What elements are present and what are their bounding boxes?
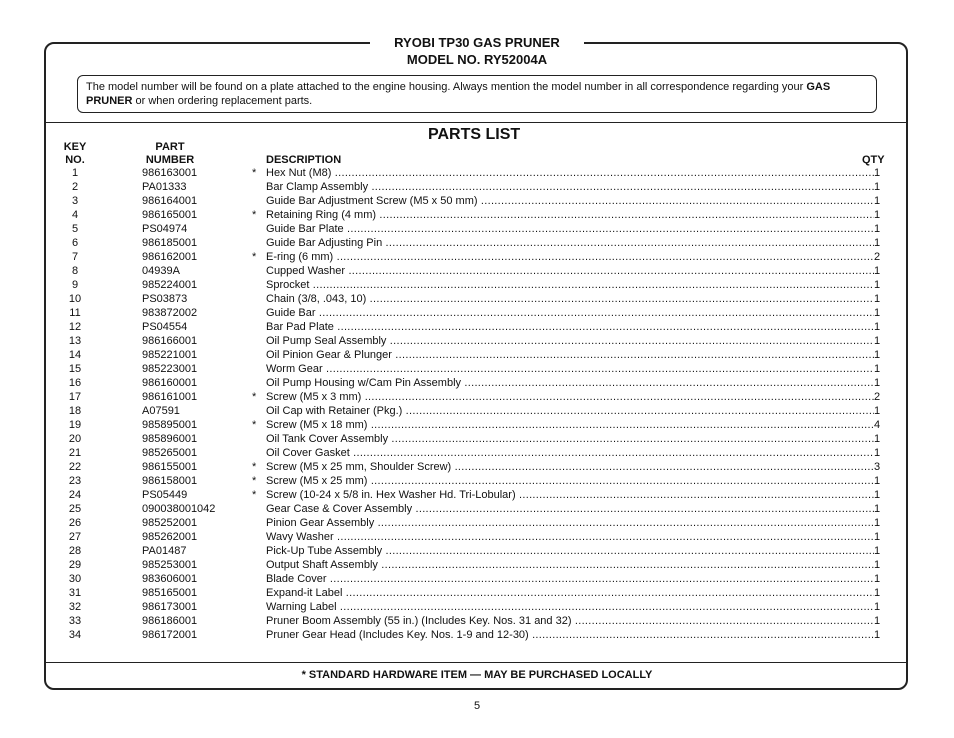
key-no: 7 [71,251,79,263]
key-no: 11 [69,307,81,319]
table-row [60,194,890,208]
part-number: 985895001 [142,419,198,431]
description: Pick-Up Tube Assembly ..... [266,544,874,558]
table-row [60,292,890,306]
description: Guide Bar Adjustment Screw (M5 x 50 mm) ..... [266,194,874,208]
table-row [60,278,890,292]
part-number: 986173001 [142,601,198,613]
bottom-divider [45,662,907,663]
table-row [60,572,890,586]
key-no: 29 [68,559,82,571]
quantity: 1 [874,405,881,417]
table-row [60,446,890,460]
quantity: 1 [874,223,881,235]
quantity: 1 [874,433,881,445]
standard-hardware-mark: * [252,489,257,501]
key-no: 6 [71,237,79,249]
title-line-1: RYOBI TP30 GAS PRUNER [394,35,560,50]
key-no: 8 [71,265,79,277]
part-number-header: PART NUMBER [145,141,195,166]
part-number: 985224001 [142,279,198,291]
quantity: 4 [874,419,881,431]
table-row [60,418,890,432]
part-number: 986164001 [142,195,198,207]
quantity: 1 [874,167,881,179]
table-row [60,166,890,180]
page-number: 5 [473,700,481,712]
key-no: 30 [68,573,82,585]
part-number: 985165001 [142,587,198,599]
quantity: 3 [874,461,881,473]
part-number: 985223001 [142,363,198,375]
standard-hardware-mark: * [252,167,257,179]
table-row [60,222,890,236]
key-no: 33 [68,615,82,627]
quantity: 1 [874,517,881,529]
part-number: 983606001 [142,573,198,585]
note-bold-product: GAS PRUNER [86,81,831,107]
quantity: 1 [874,629,881,641]
table-row [60,320,890,334]
standard-hardware-mark: * [252,251,257,263]
table-row [60,558,890,572]
part-number: 986161001 [142,391,198,403]
quantity: 1 [874,195,881,207]
description: Oil Pinion Gear & Plunger ..... [266,348,874,362]
part-number: 985896001 [142,433,198,445]
part-number: 985265001 [142,447,198,459]
standard-hardware-mark: * [252,209,257,221]
description: Warning Label ..... [266,600,874,614]
title-line-2: MODEL NO. RY52004A [406,52,548,67]
key-no: 20 [68,433,82,445]
standard-hardware-mark: * [252,419,257,431]
key-no: 9 [71,279,79,291]
standard-hardware-mark: * [252,475,257,487]
key-no: 15 [68,363,82,375]
key-no: 17 [68,391,82,403]
parts-list-title: PARTS LIST [428,126,521,143]
table-row [60,404,890,418]
table-row [60,614,890,628]
key-no: 14 [68,349,82,361]
key-no: 4 [71,209,79,221]
table-row [60,432,890,446]
table-row [60,460,890,474]
description: Pruner Boom Assembly (55 in.) (Includes Key. Nos. 31 and 32) ..... [266,614,874,628]
description: Gear Case & Cover Assembly ..... [266,502,874,516]
description: Oil Cover Gasket ..... [266,446,874,460]
description: Worm Gear ..... [266,362,874,376]
standard-hardware-mark: * [252,461,257,473]
note-text: The model number will be found on a plate attached to the engine housing. Always mention the model number in all correspondence regarding your [86,81,804,93]
part-number: PS04554 [142,321,188,333]
key-no-header: KEY NO. [63,141,87,166]
table-row [60,586,890,600]
quantity: 1 [874,601,881,613]
quantity: 1 [874,531,881,543]
description: Screw (M5 x 25 mm) ..... [266,474,874,488]
description: Screw (M5 x 18 mm) ..... [266,418,874,432]
table-row [60,236,890,250]
key-no: 26 [68,517,82,529]
quantity: 1 [874,307,881,319]
part-number: PS03873 [142,293,188,305]
table-row [60,600,890,614]
description: Expand-it Label ..... [266,586,874,600]
part-number: 986158001 [142,475,198,487]
description: Screw (M5 x 25 mm, Shoulder Screw) ..... [266,460,874,474]
key-no: 28 [68,545,82,557]
description: Output Shaft Assembly ..... [266,558,874,572]
qty-header: QTY [862,154,885,166]
description: Pinion Gear Assembly ..... [266,516,874,530]
description: Hex Nut (M8) ..... [266,166,874,180]
description: Cupped Washer ..... [266,264,874,278]
document-title [370,34,584,68]
description: Guide Bar Adjusting Pin ..... [266,236,874,250]
quantity: 1 [874,209,881,221]
quantity: 1 [874,587,881,599]
part-number: 090038001042 [142,503,216,515]
quantity: 1 [874,265,881,277]
part-number: PA01487 [142,545,187,557]
note-text-end: or when ordering replacement parts. [132,95,313,107]
quantity: 1 [874,237,881,249]
part-number: PS04974 [142,223,188,235]
part-number: 983872002 [142,307,198,319]
quantity: 1 [874,363,881,375]
table-row [60,208,890,222]
parts-table [60,166,890,642]
part-number: 04939A [142,265,180,277]
quantity: 1 [874,377,881,389]
table-row [60,250,890,264]
table-row [60,502,890,516]
key-no: 3 [71,195,79,207]
key-no: 22 [68,461,82,473]
key-no: 16 [68,377,82,389]
part-number: 986185001 [142,237,198,249]
part-number: 986166001 [142,335,198,347]
quantity: 1 [874,181,881,193]
key-no: 34 [68,629,82,641]
part-number: 986186001 [142,615,198,627]
key-no: 1 [71,167,79,179]
model-number-note [77,75,877,113]
key-no: 24 [68,489,82,501]
key-no: 23 [68,475,82,487]
description: Screw (10-24 x 5/8 in. Hex Washer Hd. Tri-Lobular) ..... [266,488,874,502]
quantity: 1 [874,503,881,515]
table-row [60,362,890,376]
key-no: 19 [68,419,82,431]
quantity: 2 [874,391,881,403]
table-row [60,628,890,642]
description: Blade Cover ..... [266,572,874,586]
table-row [60,376,890,390]
quantity: 1 [874,321,881,333]
key-no: 21 [68,447,82,459]
table-row [60,390,890,404]
key-no: 32 [68,601,82,613]
table-row [60,306,890,320]
key-no: 10 [68,293,82,305]
part-number: 986165001 [142,209,198,221]
key-no: 31 [68,587,82,599]
table-row [60,474,890,488]
quantity: 1 [874,615,881,627]
hardware-note: * STANDARD HARDWARE ITEM — MAY BE PURCHASED LOCALLY [301,669,653,681]
part-number: 985221001 [142,349,198,361]
quantity: 1 [874,349,881,361]
description: Retaining Ring (4 mm) ..... [266,208,874,222]
quantity: 1 [874,559,881,571]
part-number: 985252001 [142,517,198,529]
part-number: PA01333 [142,181,187,193]
description: Oil Pump Housing w/Cam Pin Assembly ..... [266,376,874,390]
table-row [60,348,890,362]
table-row [60,334,890,348]
description: Pruner Gear Head (Includes Key. Nos. 1-9 and 12-30) ..... [266,628,874,642]
standard-hardware-mark: * [252,391,257,403]
quantity: 1 [874,489,881,501]
key-no: 13 [68,335,82,347]
part-number: 985253001 [142,559,198,571]
table-row [60,264,890,278]
table-row [60,530,890,544]
key-no: 2 [71,181,79,193]
table-row [60,488,890,502]
quantity: 1 [874,293,881,305]
description: Chain (3/8, .043, 10) ..... [266,292,874,306]
top-divider [45,122,907,123]
part-number: 986172001 [142,629,198,641]
key-no: 12 [68,321,82,333]
quantity: 1 [874,573,881,585]
description: Guide Bar Plate ..... [266,222,874,236]
table-row [60,180,890,194]
part-number: A07591 [142,405,180,417]
description-header: DESCRIPTION [266,154,342,166]
part-number: 986162001 [142,251,198,263]
description: Bar Clamp Assembly ..... [266,180,874,194]
quantity: 1 [874,335,881,347]
description: Bar Pad Plate ..... [266,320,874,334]
part-number: 986155001 [142,461,198,473]
key-no: 18 [68,405,82,417]
key-no: 25 [68,503,82,515]
part-number: 986160001 [142,377,198,389]
key-no: 5 [71,223,79,235]
description: Screw (M5 x 3 mm) ..... [266,390,874,404]
quantity: 2 [874,251,881,263]
key-no: 27 [68,531,82,543]
description: Oil Pump Seal Assembly ..... [266,334,874,348]
description: Guide Bar ..... [266,306,874,320]
quantity: 1 [874,447,881,459]
description: Oil Tank Cover Assembly ..... [266,432,874,446]
quantity: 1 [874,475,881,487]
quantity: 1 [874,279,881,291]
quantity: 1 [874,545,881,557]
table-row [60,544,890,558]
part-number: PS05449 [142,489,188,501]
table-row [60,516,890,530]
description: Sprocket ..... [266,278,874,292]
part-number: 985262001 [142,531,198,543]
description: Wavy Washer ..... [266,530,874,544]
part-number: 986163001 [142,167,198,179]
description: E-ring (6 mm) ..... [266,250,874,264]
description: Oil Cap with Retainer (Pkg.) ..... [266,404,874,418]
